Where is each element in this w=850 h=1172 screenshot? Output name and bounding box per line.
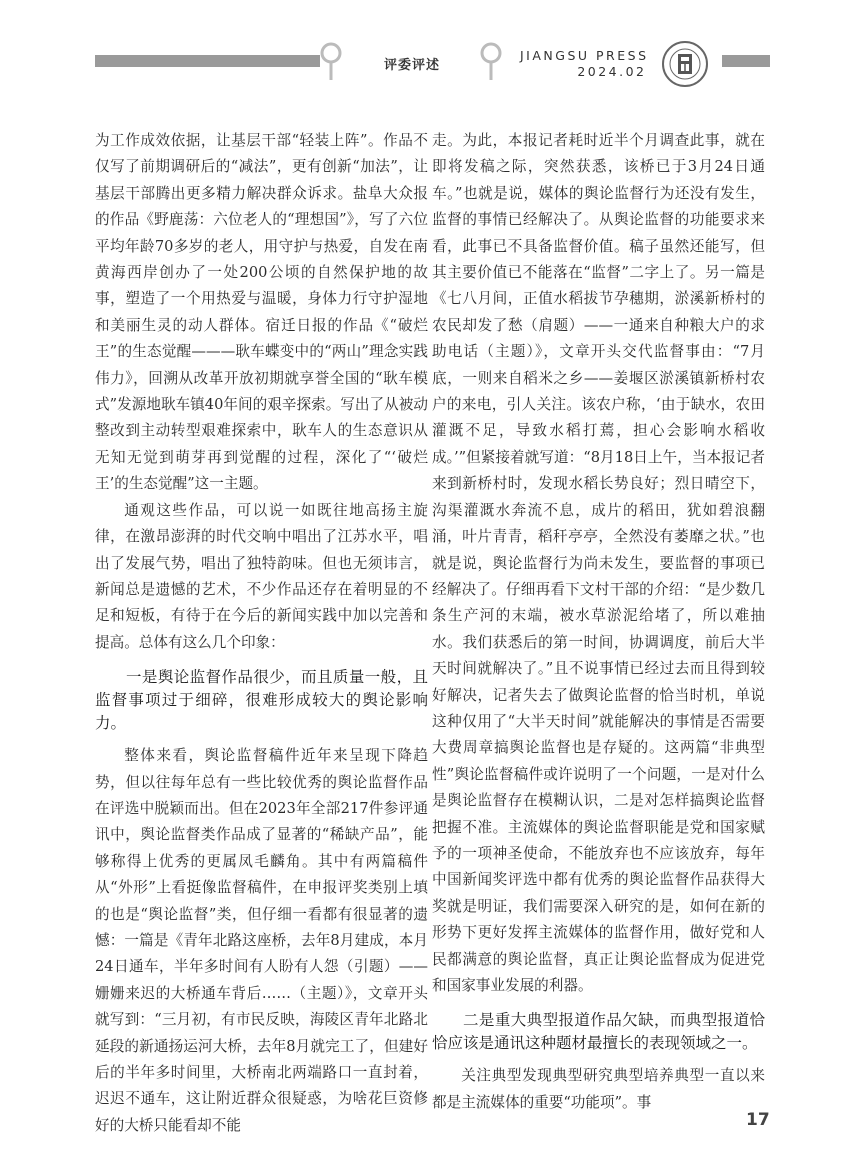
section-title: 评委评述 [384,58,441,73]
magazine-name: JIANGSU PRESS [520,48,649,63]
header-bar-left [95,55,320,67]
paragraph: 为工作成效依据，让基层干部“轻装上阵”。作品不仅写了前期调研后的“减法”，更有创新“加法”，让基层干部腾出更多精力解决群众诉求。盐阜大众报的作品《野鹿荡：六位老人的“理想国”》，写了六位平均年龄70多岁的老人，用守护与热爱，自发在南黄海西岸创办了一处200公顷的自然保护地的故事，塑造了一个用热爱与温暖，身体力行守护湿地和美丽生灵的动人群体。宿迁日报的作品《“破烂王”的生态觉醒———耿车蝶变中的“两山”理念实践伟力》，回溯从改革开放初期就享誉全国的“耿车模式”发源地耿车镇40年间的艰辛探索。写出了从被动整改到主动转型艰难探索中，耿车人的生态意识从无知无觉到萌芽再到觉醒的过程，深化了“‘破烂王’的生态觉醒”这一主题。 [95,132,428,493]
pin-icon [318,42,344,82]
paragraph: 走。为此，本报记者耗时近半个月调查此事，就在即将发稿之际，突然获悉，该桥已于3月24日通车。”也就是说，媒体的舆论监督行为还没有发生，监督的事情已经解决了。从舆论监督的功能要求来看，此事已不具备监督价值。稿子虽然还能写，但其主要价值已不能落在“监督”二字上了。另一篇是《七八月间，正值水稻拔节孕穗期，淤溪新桥村的农民却发了愁（肩题）——一通来自种粮大户的求助电话（主题）》，文章开头交代监督事由：“7月底，一则来自稻米之乡——姜堰区淤溪镇新桥村农户的来电，引人关注。该农户称，‘由于缺水，农田灌溉不足，导致水稻打蔫，担心会影响水稻收成。’”但紧接着就写道：“8月18日上午，当本报记者来到新桥村时，发现水稻长势良好；烈日晴空下，沟渠灌溉水奔流不息，成片的稻田，犹如碧浪翻涌，叶片青青，稻秆亭亭，全然没有萎靡之状。”也就是说，舆论监督行为尚未发生，要监督的事项已经解决了。仔细再看下文村干部的介绍：“是少数几条生产河的末端，被水草淤泥给堵了，所以难抽水。我们获悉后的第一时间，协调调度，前后大半天时间就解决了。”且不说事情已经过去而且得到较好解决，记者失去了做舆论监督的恰当时机，单说这种仅用了“大半天时间”就能解决的事情是否需要大费周章搞舆论监督也是存疑的。这两篇“非典型性”舆论监督稿件或许说明了一个问题，一是对什么是舆论监督存在模糊认识，二是对怎样搞舆论监督把握不准。主流媒体的舆论监督职能是党和国家赋予的一项神圣使命，不能放弃也不应该放弃，每年中国新闻奖评选中都有优秀的舆论监督作品获得大奖就是明证，我们需要深入研究的是，如何在新的形势下更好发挥主流媒体的监督作用，做好党和人民都满意的舆论监督，真正让舆论监督成为促进党和国家事业发展的利器。 [432,132,765,994]
issue-date: 2024.02 [577,64,647,79]
right-column [432,128,765,1116]
left-column [95,128,428,1139]
header-bar-right [722,55,770,67]
section-heading: 一是舆论监督作品很少，而且质量一般，且监督事项过于细碎，很难形成较大的舆论影响力。 [95,668,428,733]
paragraph: 整体来看，舆论监督稿件近年来呈现下降趋势，但以往每年总有一些比较优秀的舆论监督作品在评选中脱颖而出。但在2023年全部217件参评通讯中，舆论监督类作品成了显著的“稀缺产品”，能够称得上优秀的更属凤毛麟角。其中有两篇稿件从“外形”上看挺像监督稿件，在申报评奖类别上填的也是“舆论监督”类，但仔细一看都有很显著的遗憾：一篇是《青年北路这座桥，去年8月建成，本月24日通车，半年多时间有人盼有人怨（引题）——姗姗来迟的大桥通车背后……（主题）》，文章开头就写到：“三月初，有市民反映，海陵区青年北路北延段的新通扬运河大桥，去年8月就完工了，但建好后的半年多时间里，大桥南北两端路口一直封着，迟迟不通车，这让附近群众很疑惑，为啥花巨资修好的大桥只能看却不能 [95,747,428,1134]
pin-icon [478,42,504,82]
page-number: 17 [746,1110,770,1130]
section-heading: 二是重大典型报道作品欠缺，而典型报道恰恰应该是通讯这种题材最擅长的表现领域之一。 [432,1011,765,1053]
magazine-masthead [520,48,649,80]
magazine-logo-icon [661,40,709,88]
paragraph: 通观这些作品，可以说一如既往地高扬主旋律，在激昂澎湃的时代交响中唱出了江苏水平，唱出了发展气势，唱出了独特韵味。但也无须讳言，新闻总是遗憾的艺术，不少作品还存在着明显的不足和短板，有待于在今后的新闻实践中加以完善和提高。总体有这么几个印象： [95,501,428,651]
paragraph: 关注典型发现典型研究典型培养典型一直以来都是主流媒体的重要“功能项”。事 [432,1067,765,1111]
